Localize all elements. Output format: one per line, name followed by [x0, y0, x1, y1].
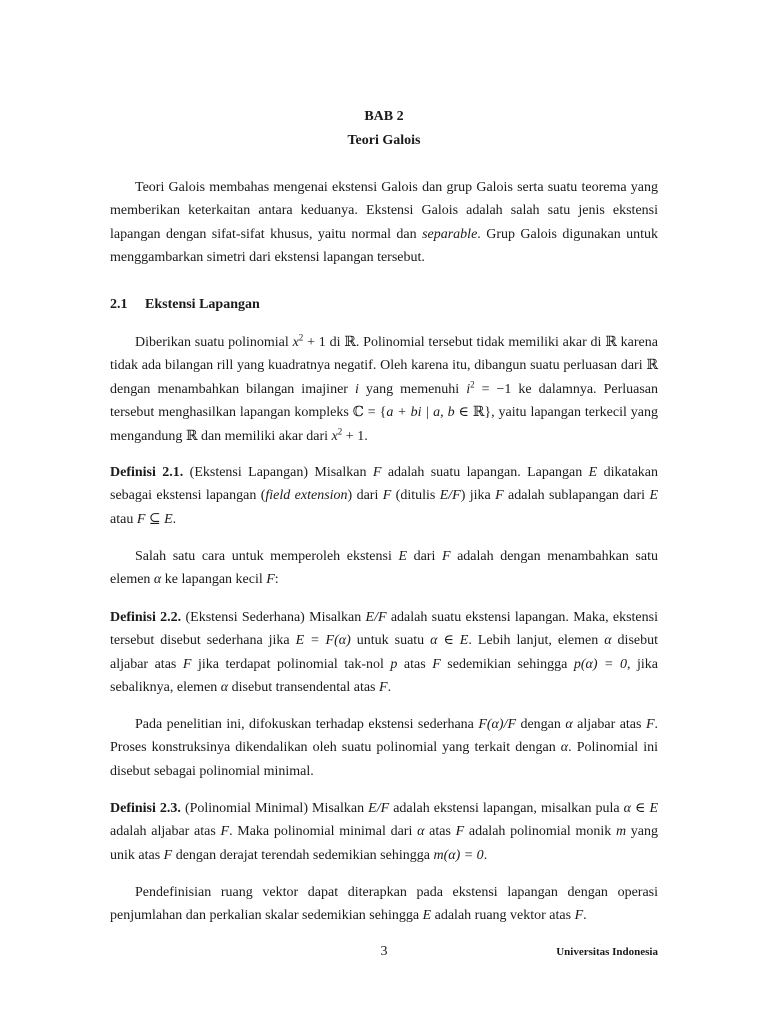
paragraph-polynomial: Diberikan suatu polinomial $x^2 + 1$ di ℝ. Polinomial tersebut tidak memiliki akar di ℝ karena tidak ada bilangan rill yang kuadratnya negatif. Oleh karena itu, dibangun suatu perluasan dari ℝ dengan menambahkan bilangan imajiner i yang memenuhi $i^2 = -1$ ke dalamnya. Perluasan tersebut menghasilkan lapangan kompleks ℂ = {a + bi | a, b ∈ ℝ}, yaitu lapangan terkecil yang mengandung ℝ dan memiliki akar dari $x^2 + 1$. [110, 332, 659, 444]
definition-label: Definisi 2.3. [110, 801, 181, 816]
page-number: 3 [380, 944, 388, 959]
definition-2-1: Definisi 2.1. (Ekstensi Lapangan) Misalkan F adalah suatu lapangan. Lapangan E dikatakan sebagai ekstensi lapangan (field extension) dari F (ditulis E/F) jika F adalah sublapangan dari E atau F ⊆ E. [110, 465, 659, 527]
definition-label: Definisi 2.1. [110, 465, 184, 480]
intro-paragraph: Teori Galois membahas mengenai ekstensi Galois dan grup Galois serta suatu teorema yang memberikan keterkaitan antara keduanya. Ekstensi Galois adalah salah satu jenis ekstensi lapangan dengan sifat-sifat khusus, yaitu normal dan separable. Grup Galois digunakan untuk menggambarkan simetri dari ekstensi lapangan tersebut. [110, 180, 659, 266]
definition-label: Definisi 2.2. [110, 610, 182, 625]
definition-2-3: Definisi 2.3. (Polinomial Minimal) Misalkan E/F adalah ekstensi lapangan, misalkan pula α ∈ E adalah aljabar atas F. Maka polinomial minimal dari α atas F adalah polinomial monik m yang unik atas F dengan derajat terendah sedemikian sehingga m(α) = 0. [110, 801, 659, 863]
chapter-number: BAB 2 [364, 109, 404, 124]
section-number: 2.1 [110, 297, 128, 312]
paragraph-extension-method: Salah satu cara untuk memperoleh ekstensi E dari F adalah dengan menambahkan satu elemen α ke lapangan kecil F: [110, 549, 658, 588]
paragraph-simple-extension: Pada penelitian ini, difokuskan terhadap ekstensi sederhana F(α)/F dengan α aljabar atas F. Proses konstruksinya dikendalikan oleh suatu polinomial yang terkait dengan α. Polinomial ini disebut sebagai polinomial minimal. [110, 717, 658, 779]
institution-name: Universitas Indonesia [556, 946, 658, 958]
paragraph-vector-space: Pendefinisian ruang vektor dapat diterapkan pada ekstensi lapangan dengan operasi penjumlahan dan perkalian skalar sedemikian sehingga E adalah ruang vektor atas F. [110, 885, 658, 924]
section-heading [110, 295, 260, 315]
definition-2-2: Definisi 2.2. (Ekstensi Sederhana) Misalkan E/F adalah suatu ekstensi lapangan. Maka, ekstensi tersebut disebut sederhana jika E = F(α) untuk suatu α ∈ E. Lebih lanjut, elemen α disebut aljabar atas F jika terdapat polinomial tak-nol p atas F sedemikian sehingga p(α) = 0, jika sebaliknya, elemen α disebut transendental atas F. [110, 610, 658, 696]
section-title: Ekstensi Lapangan [145, 297, 260, 312]
chapter-title: Teori Galois [347, 133, 421, 148]
